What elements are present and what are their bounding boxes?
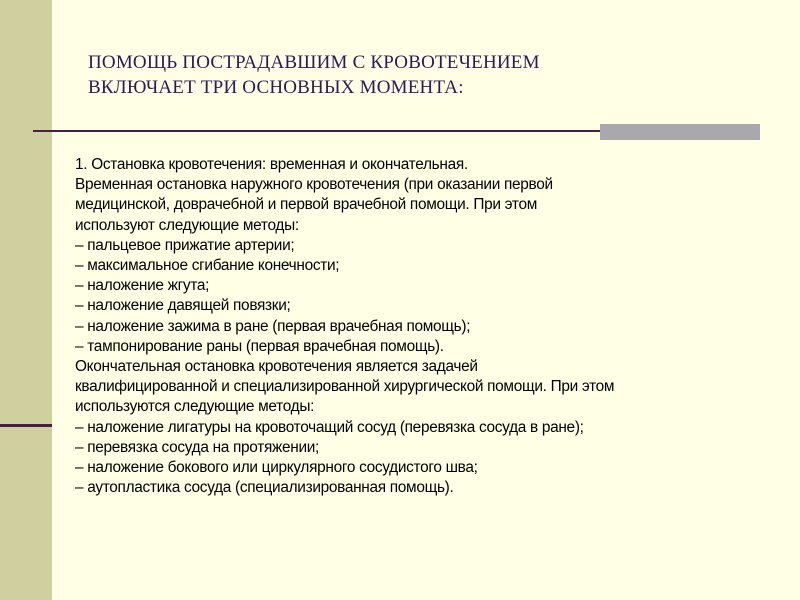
slide-body (75, 155, 785, 498)
slide-title (88, 50, 728, 100)
body-line: Окончательная остановка кровотечения является задачей (75, 358, 478, 376)
body-line: используются следующие методы: (75, 398, 315, 416)
body-list-item: – пальцевое прижатие артерии; (75, 236, 295, 254)
body-list-item: – перевязка сосуда на протяжении; (75, 438, 320, 456)
body-line: используют следующие методы: (75, 216, 299, 234)
title-divider-block (600, 124, 760, 140)
body-line: медицинской, доврачебной и первой врачебной помощи. При этом (75, 196, 537, 214)
left-decorative-band (0, 0, 52, 600)
body-list-item: – наложение бокового или циркулярного сосудистого шва; (75, 459, 478, 477)
left-band-divider (0, 424, 52, 427)
body-list-item: – аутопластика сосуда (специализированная помощь). (75, 479, 454, 497)
body-list-item: – тампонирование раны (первая врачебная помощь). (75, 337, 444, 355)
body-list-item: – наложение зажима в ране (первая врачебная помощь); (75, 317, 471, 335)
body-line: 1. Остановка кровотечения: временная и окончательная. (75, 156, 468, 173)
body-line: квалифицированной и специализированной хирургической помощи. При этом (75, 378, 615, 396)
body-list-item: – наложение лигатуры на кровоточащий сосуд (перевязка сосуда в ране); (75, 418, 584, 436)
body-list-item: – максимальное сгибание конечности; (75, 257, 340, 275)
slide-title-line-2: ВКЛЮЧАЕТ ТРИ ОСНОВНЫХ МОМЕНТА: (88, 77, 464, 98)
body-list-item: – наложение давящей повязки; (75, 297, 291, 315)
body-list-item: – наложение жгута; (75, 277, 210, 295)
slide-title-line-1: ПОМОЩЬ ПОСТРАДАВШИМ С КРОВОТЕЧЕНИЕМ (88, 52, 540, 73)
body-line: Временная остановка наружного кровотечения (при оказании первой (75, 176, 553, 194)
